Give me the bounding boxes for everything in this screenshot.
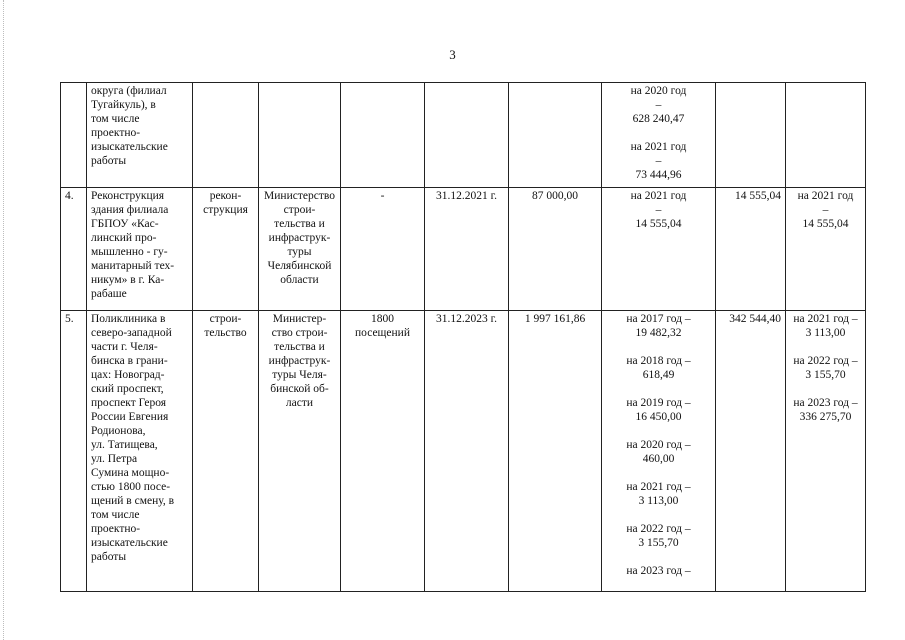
cell-line: России Евгения <box>91 411 169 423</box>
financing-by-year-cell <box>602 83 716 188</box>
cell-line: на 2021 год <box>630 141 687 153</box>
cell-line: тельство <box>204 327 247 339</box>
cell-line: на 2017 год – <box>626 313 691 325</box>
cell-line: округа (филиал <box>91 85 167 97</box>
cell-line <box>790 382 861 396</box>
cell-line: 3 155,70 <box>805 369 846 381</box>
cell-line <box>606 550 711 564</box>
cell-line: тельства и <box>274 341 325 353</box>
cell-line: щений в смену, в <box>91 495 175 507</box>
remaining-cost-cell <box>716 83 786 188</box>
row-number-cell: 5. <box>61 311 87 592</box>
cell-line: на 2020 год – <box>626 439 691 451</box>
cell-line: рабаше <box>91 288 127 300</box>
deadline-cell <box>425 83 509 188</box>
construction-projects-table <box>60 82 866 592</box>
cell-line: ул. Петра <box>91 453 138 465</box>
cell-line: туры Челя- <box>272 369 327 381</box>
cell-line: струкция <box>203 204 248 216</box>
object-name-cell <box>87 83 193 188</box>
cell-line: цах: Новоград- <box>91 369 165 381</box>
cell-line: Родионова, <box>91 425 146 437</box>
cell-line: на 2021 год <box>797 190 854 202</box>
cell-line: проектно- <box>91 127 141 139</box>
cell-line: 19 482,32 <box>635 327 682 339</box>
object-name-cell <box>87 188 193 311</box>
page-number: 3 <box>449 47 456 62</box>
cell-line: части г. Челя- <box>91 341 158 353</box>
cell-line: изыскательские <box>91 141 168 153</box>
cell-line: 618,49 <box>642 369 675 381</box>
current-year-financing-cell <box>786 188 866 311</box>
cell-line: на 2018 год – <box>626 355 691 367</box>
financing-by-year-cell <box>602 311 716 592</box>
current-year-financing-cell <box>786 83 866 188</box>
cell-line <box>606 508 711 522</box>
cell-line: 73 444,96 <box>635 169 682 181</box>
cell-line: туры <box>287 246 312 258</box>
cell-line <box>606 340 711 354</box>
row-number-cell <box>61 83 87 188</box>
work-type-cell <box>193 311 259 592</box>
cell-line <box>606 126 711 140</box>
cell-line: ство строи- <box>271 327 328 339</box>
work-type-cell <box>193 188 259 311</box>
financing-by-year-cell <box>602 188 716 311</box>
table-row <box>61 83 866 188</box>
capacity-cell: - <box>341 188 425 311</box>
cell-line: 3 113,00 <box>638 495 679 507</box>
deadline-cell: 31.12.2021 г. <box>425 188 509 311</box>
cell-line: 14 555,04 <box>802 218 849 230</box>
cell-line: инфраструк- <box>268 232 331 244</box>
cell-line: 16 450,00 <box>635 411 682 423</box>
cell-line: инфраструк- <box>268 355 331 367</box>
cell-line: проспект Героя <box>91 397 167 409</box>
cell-line: на 2023 год – <box>793 397 858 409</box>
cell-line: Министер- <box>272 313 327 325</box>
estimated-cost-cell <box>509 83 602 188</box>
table-row <box>61 311 866 592</box>
cell-line: 460,00 <box>642 453 675 465</box>
cell-line: работы <box>91 155 127 167</box>
deadline-cell: 31.12.2023 г. <box>425 311 509 592</box>
cell-line: на 2023 год – <box>626 565 691 577</box>
remaining-cost-cell: 342 544,40 <box>716 311 786 592</box>
customer-cell <box>259 311 341 592</box>
cell-line: работы <box>91 551 127 563</box>
cell-line: рекон- <box>209 190 242 202</box>
cell-line: – <box>822 204 829 216</box>
cell-line: на 2020 год <box>630 85 687 97</box>
cell-line <box>606 424 711 438</box>
cell-line: на 2021 год <box>630 190 687 202</box>
cell-line: бинской об- <box>270 383 329 395</box>
cell-line: Министерство <box>264 190 335 202</box>
cell-line: проектно- <box>91 523 141 535</box>
cell-line: 628 240,47 <box>632 113 685 125</box>
customer-cell <box>259 83 341 188</box>
cell-line: ский проспект, <box>91 383 164 395</box>
cell-line: 3 155,70 <box>638 537 679 549</box>
cell-line: стью 1800 посе- <box>91 481 171 493</box>
cell-line: изыскательские <box>91 537 168 549</box>
cell-line: северо-западной <box>91 327 172 339</box>
capacity-cell: 1800 посещений <box>341 311 425 592</box>
cell-line: – <box>655 99 662 111</box>
cell-line: манитарный тех- <box>91 260 175 272</box>
table-row <box>61 188 866 311</box>
cell-line: области <box>280 274 319 286</box>
cell-line: том числе <box>91 113 140 125</box>
row-number-cell: 4. <box>61 188 87 311</box>
cell-line: на 2022 год – <box>793 355 858 367</box>
cell-line: мышленно - гу- <box>91 246 168 258</box>
cell-line: здания филиала <box>91 204 169 216</box>
cell-line: ГБПОУ «Кас- <box>91 218 159 230</box>
cell-line: бинска в грани- <box>91 355 168 367</box>
object-name-cell <box>87 311 193 592</box>
cell-line: на 2019 год – <box>626 397 691 409</box>
page-edge-line <box>3 0 4 640</box>
cell-line: Тугайкуль), в <box>91 99 156 111</box>
cell-line: – <box>655 204 662 216</box>
cell-line: на 2021 год – <box>626 481 691 493</box>
cell-line: никум» в г. Ка- <box>91 274 165 286</box>
capacity-cell <box>341 83 425 188</box>
estimated-cost-cell: 1 997 161,86 <box>509 311 602 592</box>
cell-line: Поликлиника в <box>91 313 166 325</box>
customer-cell <box>259 188 341 311</box>
cell-line: Реконструкция <box>91 190 165 202</box>
cell-line: строи- <box>209 313 242 325</box>
cell-line: на 2022 год – <box>626 523 691 535</box>
cell-line: том числе <box>91 509 140 521</box>
cell-line <box>606 466 711 480</box>
remaining-cost-cell: 14 555,04 <box>716 188 786 311</box>
cell-line: линский про- <box>91 232 157 244</box>
current-year-financing-cell <box>786 311 866 592</box>
work-type-cell <box>193 83 259 188</box>
cell-line: 14 555,04 <box>635 218 682 230</box>
cell-line: на 2021 год – <box>793 313 858 325</box>
cell-line: – <box>655 155 662 167</box>
cell-line: тельства и <box>274 218 325 230</box>
cell-line: Сумина мощно- <box>91 467 170 479</box>
estimated-cost-cell: 87 000,00 <box>509 188 602 311</box>
cell-line <box>606 382 711 396</box>
cell-line: 3 113,00 <box>805 327 846 339</box>
cell-line <box>790 340 861 354</box>
cell-line: строи- <box>283 204 316 216</box>
cell-line: ул. Татищева, <box>91 439 158 451</box>
document-table-container <box>60 82 866 592</box>
cell-line: 336 275,70 <box>799 411 852 423</box>
cell-line: ласти <box>285 397 314 409</box>
cell-line: Челябинской <box>267 260 332 272</box>
